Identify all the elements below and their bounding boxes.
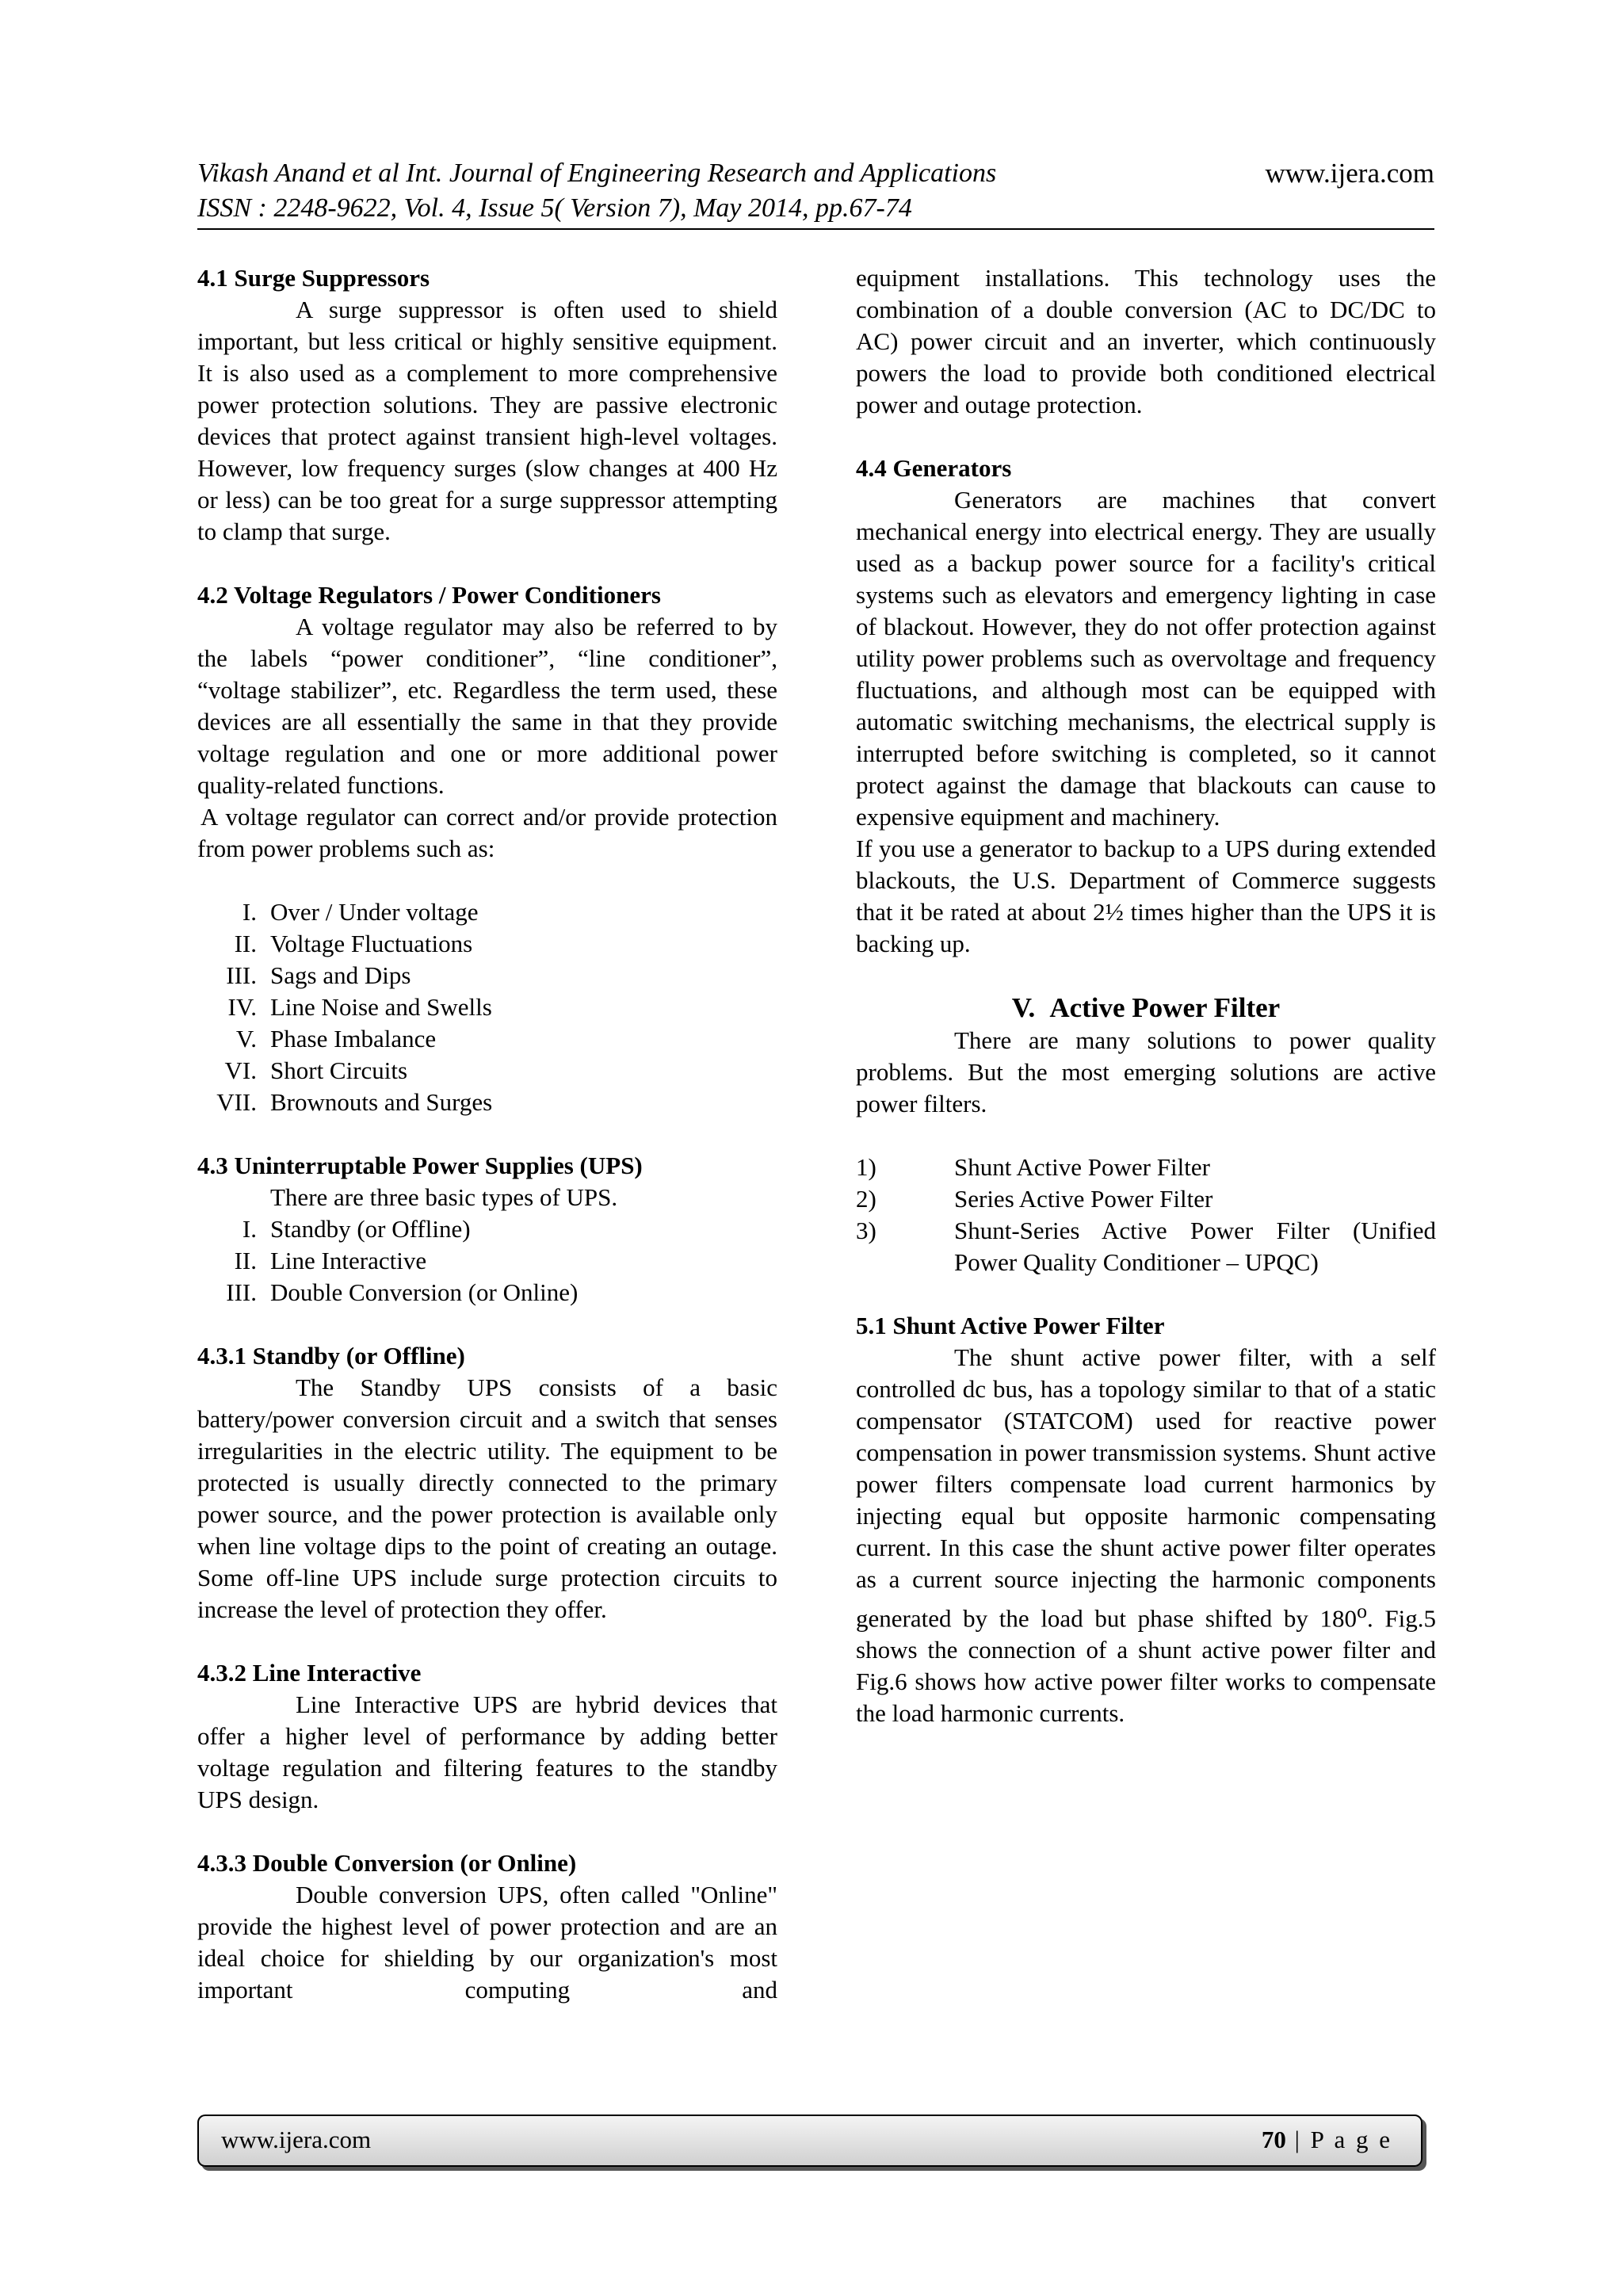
paragraph: Generators are machines that convert mechanical energy into electrical energy. They are usually used as a backup power source for a facility's critical systems such as elevators and emergency lighting in case of blackout. However, they do not offer protection against utility power problems such as overvoltage and frequency fluctuations, and although most can be equipped with automatic switching mechanisms, the electrical supply is interrupted before switching is completed, so it cannot protect against the damage that blackouts can cause to expensive equipment and machinery. [856,486,1436,831]
section-heading-v [856,991,1436,1025]
list-item: 1) Shunt Active Power Filter [856,1153,1210,1181]
list-item: III. Double Conversion (or Online) [226,1278,579,1306]
section-heading-4-3-2: 4.3.2 Line Interactive [197,1659,422,1687]
list-item: I. Standby (or Offline) [242,1215,471,1243]
section-heading-4-4: 4.4 Generators [856,454,1012,482]
paragraph: Line Interactive UPS are hybrid devices that offer a higher level of performance by adding better voltage regulation and filtering features to the standby UPS design. [197,1690,777,1813]
list-item: III. Sags and Dips [226,961,411,989]
section-title: Active Power Filter [1049,992,1281,1023]
power-problems-list [197,896,777,1118]
list-item: IV. Line Noise and Swells [227,993,492,1021]
paragraph: A surge suppressor is often used to shield important, but less critical or highly sensitive equipment. It is also used as a complement to more comprehensive power protection solutions. They are passive electronic devices that protect against transient high-level voltages. However, low frequency surges (slow changes at 400 Hz or less) can be too great for a surge suppressor attempting to clamp that surge. [197,296,777,545]
list-item: V. Phase Imbalance [235,1025,437,1052]
section-heading-4-3-3: 4.3.3 Double Conversion (or Online) [197,1849,577,1877]
section-heading-4-3-1: 4.3.1 Standby (or Offline) [197,1342,465,1370]
section-heading-4-3: 4.3 Uninterruptable Power Supplies (UPS) [197,1152,643,1179]
paragraph: There are many solutions to power quality problems. But the most emerging solutions are active power filters. [856,1026,1436,1117]
paragraph: A voltage regulator may also be referred to by the labels “power conditioner”, “line conditioner”, “voltage stabilizer”, etc. Regardless the term used, these devices are all essentially the same in that they provide voltage regulation and one or more additional power quality-related functions. [197,613,777,799]
page-number: 70 | P a g e [1261,2126,1392,2153]
paragraph: If you use a generator to backup to a UPS during extended blackouts, the U.S. Department of Commerce suggests that it be rated at about 2½ times higher than the UPS it is backing up. [856,835,1436,957]
paragraph: Double conversion UPS, often called "Online" provide the highest level of power protection and are an ideal choice for shielding by our organization's most important computing and [197,1881,777,2004]
page-footer [197,2115,1423,2167]
degree-superscript: o [1357,1599,1367,1622]
left-column [197,262,777,2006]
filter-types-list [856,1152,1436,1278]
paragraph: A voltage regulator can correct and/or provide protection from power problems such as: [197,803,777,862]
section-heading-4-1: 4.1 Surge Suppressors [197,264,430,292]
list-item: 2) Series Active Power Filter [856,1185,1213,1213]
list-item: II. Voltage Fluctuations [234,930,473,957]
paragraph: The Standby UPS consists of a basic battery/power conversion circuit and a switch that senses irregularities in the electric utility. The equipment to be protected is usually directly connected to the primary power source, and the power protection is available only when line voltage dips to the point of creating an outage. Some off-line UPS include surge protection circuits to increase the level of protection they offer. [197,1373,777,1623]
section-heading-5-1: 5.1 Shunt Active Power Filter [856,1312,1165,1339]
header-divider [197,228,1434,230]
section-heading-4-2: 4.2 Voltage Regulators / Power Conditioners [197,581,661,609]
list-item: VII. Brownouts and Surges [216,1088,493,1116]
ups-types-list [197,1213,777,1308]
paragraph: There are three basic types of UPS. [270,1183,618,1211]
list-item: VI. Short Circuits [224,1056,408,1084]
section-number: V. [1011,992,1036,1023]
right-column [856,262,1436,1729]
paragraph: equipment installations. This technology uses the combination of a double conversion (AC to DC/DC to AC) power circuit and an inverter, which continuously powers the load to provide both conditioned electrical power and outage protection. [856,264,1436,418]
journal-citation: Vikash Anand et al Int. Journal of Engineering Research and Applications [197,159,997,188]
footer-url[interactable]: www.ijera.com [221,2126,372,2153]
running-header-line1 [197,155,1434,192]
running-header-issn: ISSN : 2248-9622, Vol. 4, Issue 5( Version 7), May 2014, pp.67-74 [197,193,912,223]
header-url[interactable]: www.ijera.com [1265,158,1434,189]
list-item: I. Over / Under voltage [242,898,479,926]
list-item: II. Line Interactive [234,1247,427,1274]
list-item: 3) Shunt-Series Active Power Filter (Unified Power Quality Conditioner – UPQC) [856,1217,1436,1276]
paragraph: The shunt active power filter, with a self controlled dc bus, has a topology similar to that of a static compensator (STATCOM) used for reactive power compensation in power transmission systems. Shunt active power filters compensate load current harmonics by injecting equal but opposite harmonic compensating current. In this case the shunt active power filter operates as a current source injecting the harmonic components generated by the load but phase shifted by 180$^o$. Fig.5 shows the connection of a shunt active power filter and Fig.6 shows how active power filter works to compensate the load harmonic currents. [856,1343,1436,1728]
